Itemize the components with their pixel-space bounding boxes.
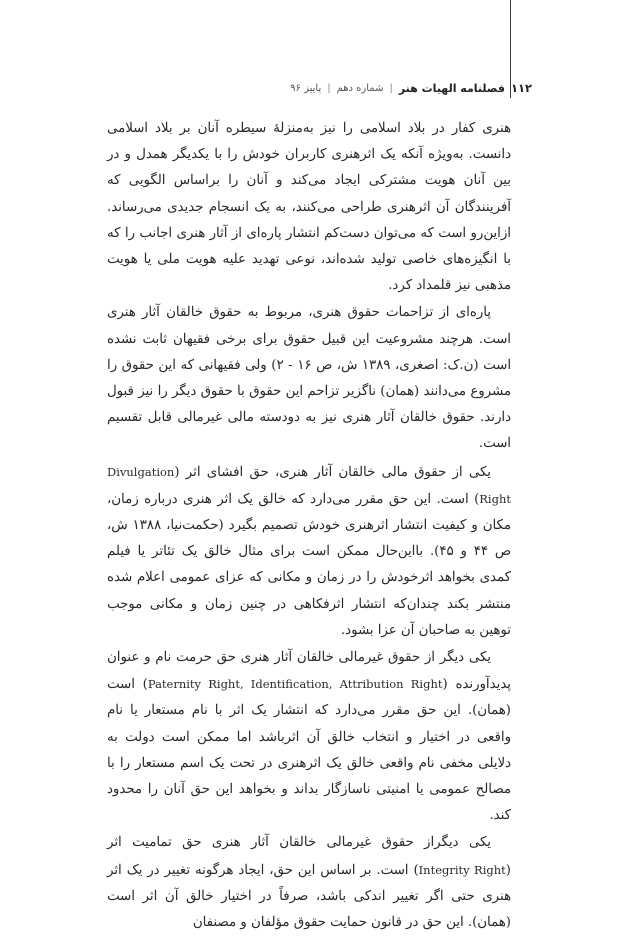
paragraph: پاره‌ای از تزاحمات حقوق هنری، مربوط به حقوق خالقان آثار هنری است. هرچند مشروعیت این قبیل حقوق برای برخی فقیهان ثابت نشده است (ن.ک: اصغری، ۱۳۸۹ ش، ص ۱۶ - ۲) ولی فقیهانی که این حقوق را مشروع می‌دانند (همان) ناگزیر تزاحم این حقوق با حقوق دیگر را نیز قبول دارند. حقوق خالقان آثار هنری نیز به دودسته مالی غیرمالی قابل تقسیم است. <box>107 305 512 452</box>
latin-term: Divulgation Right <box>107 464 511 506</box>
header-separator: | <box>389 82 393 94</box>
paragraph-text: ) است (همان). این حق مقرر می‌دارد که انتشار یک اثر با نام مستعار یا نام واقعی در اختیار و انتخاب خالق آن اثرباشد اما ممکن است دولت به دلایلی مخفی نام واقعی خالق یک اثرهنری در تحت یک اسم مستعار را با مصالح عمومی یا امنیتی ناسازگار بداند و بخواهد این حق آنان را محدود کند. <box>107 677 511 824</box>
latin-term: Paternity Right, Identification, Attribution Right <box>147 677 443 692</box>
paragraph <box>107 830 511 936</box>
body-text <box>107 116 511 937</box>
paragraph-text: ) است. این حق مقرر می‌دارد که خالق یک اثر هنری درباره زمان، مکان و کیفیت انتشار اثرهنری خودش تصمیم بگیرد (حکمت‌نیا، ۱۳۸۸ ش، ص ۴۴ و ۴۵). بااین‌حال ممکن است برای مثال خالق یک تئاتر یا فیلم کمدی بخواهد اثرخودش را در زمان و مکانی که عزای عمومی اعلام شده منتشر بکند چندان‌که انتشار اثرفکاهی در چنین زمان و مکانی موجب توهین به صاحبان آن عزا بشود. <box>107 491 511 638</box>
journal-title: فصلنامه الهیات هنر <box>398 81 505 95</box>
paragraph-text: یکی از حقوق مالی خالقان آثار هنری، حق افشای اثر ( <box>174 464 491 480</box>
issue-number: شماره دهم <box>336 82 384 94</box>
page-number: ۱۱۲ <box>510 81 532 95</box>
paragraph <box>107 459 511 644</box>
paragraph: هنری کفار در بلاد اسلامی را نیز به‌منزلهٔ سیطره آنان بر بلاد اسلامی دانست. به‌ویژه آنکه یک اثرهنری کاربران خودش را با یکدیگر همدل و در بین آنان هویت مشترکی ایجاد می‌کند و آنان را براساس الگویی که آفرینندگان آن اثرهنری طراحی می‌کنند، به یک انسجام جدیدی می‌رساند. ازاین‌رو است که می‌توان دست‌کم انتشار پاره‌ای از آثار هنری اجانب را که با انگیزه‌های خاصی تولید شده‌اند، نوعی تهدید علیه هویت ملی یا هویت مذهبی نیز قلمداد کرد. <box>107 121 511 294</box>
running-header <box>290 78 532 98</box>
issue-season: پاییز ۹۶ <box>290 82 322 94</box>
header-separator: | <box>327 82 331 94</box>
paragraph-text: ) است. بر اساس این حق، ایجاد هرگونه تغییر در یک اثر هنری حتی اگر تغییر اندکی باشد، صرفاً در اختیار خالق آن اثر است (همان). این حق در قانون حمایت حقوق مؤلفان و مصنفان <box>107 862 511 931</box>
paragraph <box>107 645 511 829</box>
paragraph-text: یکی دیگر از حقوق غیرمالی خالقان آثار هنری حق حرمت نام و عنوان پدیدآورنده ( <box>107 650 511 693</box>
paragraph-text: یکی دیگراز حقوق غیرمالی خالقان آثار هنری حق تمامیت اثر ( <box>107 835 511 878</box>
latin-term: Integrity Right <box>418 862 506 877</box>
